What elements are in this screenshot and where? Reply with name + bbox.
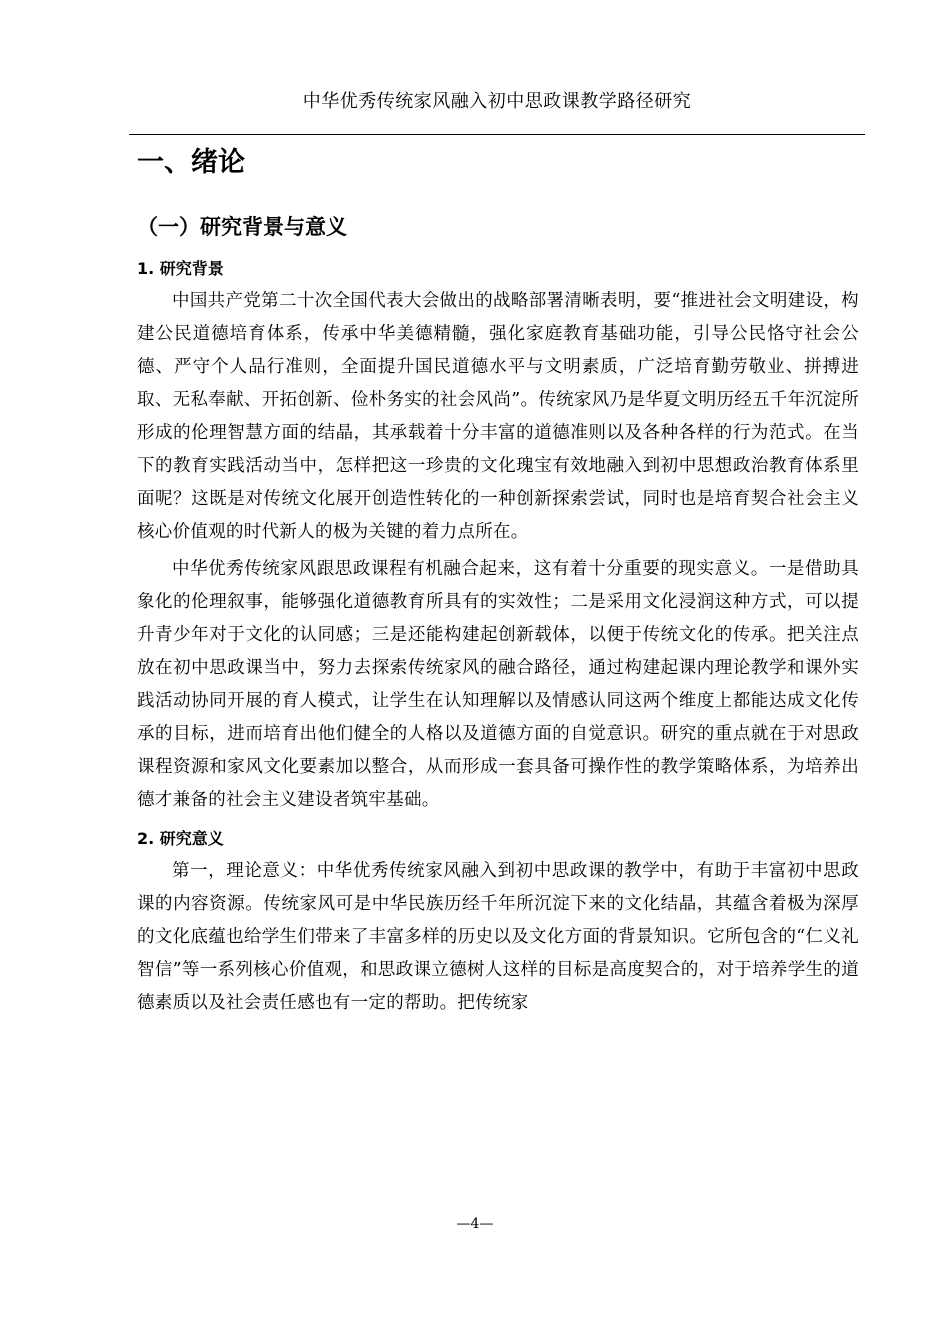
page-number: —4— [456,1216,494,1232]
subsection-title-significance: 2. 研究意义 [137,829,224,848]
paragraph-significance-1: 第一，理论意义：中华优秀传统家风融入到初中思政课的教学中，有助于丰富初中思政课的内容资源。传统家风可是中华民族历经千年所沉淀下来的文化结晶，其蕴含着极为深厚的文化底蕴也给学生们带来了丰富多样的历史以及文化方面的背景知识。它所包含的“仁义礼智信”等一系列核心价值观，和思政课立德树人这样的目标是高度契合的，对于培养学生的道德素质以及社会责任感也有一定的帮助。把传统家 [137,861,859,1013]
running-header: 中华优秀传统家风融入初中思政课教学路径研究 [302,91,692,112]
paragraph-background-1: 中国共产党第二十次全国代表大会做出的战略部署清晰表明，要“推进社会文明建设，构建公民道德培育体系，传承中华美德精髓，强化家庭教育基础功能，引导公民恪守社会公德、严守个人品行准则，全面提升国民道德水平与文明素质，广泛培育勤劳敬业、拼搏进取、无私奉献、开拓创新、俭朴务实的社会风尚”。传统家风乃是华夏文明历经五千年沉淀所形成的伦理智慧方面的结晶，其承载着十分丰富的道德准则以及各种各样的行为范式。在当下的教育实践活动当中，怎样把这一珍贵的文化瑰宝有效地融入到初中思想政治教育体系里面呢？这既是对传统文化展开创造性转化的一种创新探索尝试，同时也是培育契合社会主义核心价值观的时代新人的极为关键的着力点所在。 [137,291,859,542]
header-divider [129,134,865,135]
section-title: （一）研究背景与意义 [137,215,347,239]
paragraph-background-2: 中华优秀传统家风跟思政课程有机融合起来，这有着十分重要的现实意义。一是借助具象化的伦理叙事，能够强化道德教育所具有的实效性；二是采用文化浸润这种方式，可以提升青少年对于文化的认同感；三是还能构建起创新载体，以便于传统文化的传承。把关注点放在初中思政课当中，努力去探索传统家风的融合路径，通过构建起课内理论教学和课外实践活动协同开展的育人模式，让学生在认知理解以及情感认同这两个维度上都能达成文化传承的目标，进而培育出他们健全的人格以及道德方面的自觉意识。研究的重点就在于对思政课程资源和家风文化要素加以整合，从而形成一套具备可操作性的教学策略体系，为培养出德才兼备的社会主义建设者筑牢基础。 [137,559,859,810]
page-body [137,143,859,1020]
subsection-title-background: 1. 研究背景 [137,259,224,278]
chapter-title: 一、绪论 [137,147,245,178]
